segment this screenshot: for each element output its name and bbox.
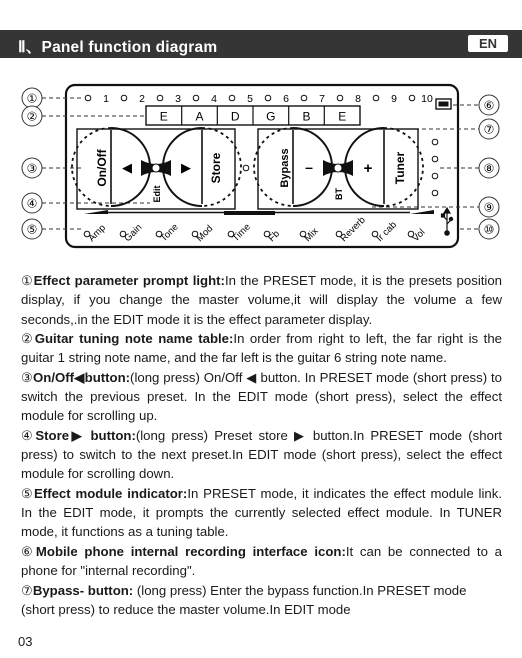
svg-text:Fb: Fb	[266, 228, 282, 245]
section-5: ⑤Effect module indicator:In PRESET mode, it indicates the effect module link. In the EDIT mode, it prompts the currently selected effect module. In TUNER mode, it functions as a tuning table.	[21, 485, 502, 540]
callout-4	[22, 193, 42, 213]
svg-text:3: 3	[175, 93, 181, 105]
svg-text:BT: BT	[334, 188, 344, 200]
svg-text:Reverb: Reverb	[338, 214, 368, 245]
svg-text:D: D	[230, 109, 240, 124]
svg-text:E: E	[159, 109, 168, 124]
svg-text:E: E	[338, 109, 347, 124]
svg-text:Gain: Gain	[122, 222, 145, 245]
svg-text:Store: Store	[209, 152, 223, 184]
note-name-table	[146, 106, 360, 125]
svg-text:Bypass: Bypass	[279, 148, 291, 188]
svg-text:4: 4	[211, 93, 217, 105]
callout-1	[22, 88, 42, 108]
svg-text:④: ④	[26, 196, 38, 211]
svg-text:10: 10	[421, 93, 433, 105]
svg-text:8: 8	[355, 93, 361, 105]
svg-text:⑤: ⑤	[26, 222, 38, 237]
svg-text:⑦: ⑦	[483, 122, 495, 137]
svg-text:②: ②	[26, 109, 38, 124]
section-header	[0, 30, 522, 58]
panel-diagram	[0, 82, 522, 258]
callout-8	[479, 158, 499, 178]
svg-text:A: A	[195, 109, 204, 124]
minus-icon: –	[305, 159, 313, 175]
svg-text:Tuner: Tuner	[393, 151, 407, 185]
svg-text:Mod: Mod	[194, 223, 216, 245]
svg-text:⑨: ⑨	[483, 200, 495, 215]
description-body	[21, 271, 502, 619]
section-2: ②Guitar tuning note name table:In order from right to left, the far right is the guitar 1 string note name, and the far left is the guitar 6 string note name.	[21, 331, 503, 366]
section-title: Ⅱ、Panel function diagram	[18, 39, 218, 56]
callout-5	[22, 219, 42, 239]
callout-10	[479, 219, 499, 239]
svg-text:2: 2	[139, 93, 145, 105]
svg-text:①: ①	[26, 91, 38, 106]
plus-icon: +	[363, 160, 373, 177]
svg-text:Amp: Amp	[86, 222, 108, 245]
svg-text:6: 6	[283, 93, 289, 105]
section-6: ⑥Mobile phone internal recording interface icon:It can be connected to a phone for "internal recording".	[21, 543, 502, 579]
language-badge: EN	[468, 35, 508, 52]
section-1: ①Effect parameter prompt light:In the PRESET mode, it is the presets position display, if you change the master volume,it will display the volume a few seconds,.in the EDIT mode it is the effect parameter display.	[21, 273, 503, 327]
callout-3	[22, 158, 42, 178]
svg-text:B: B	[302, 109, 311, 124]
svg-text:Tone: Tone	[158, 221, 181, 245]
svg-text:⑥: ⑥	[483, 98, 495, 113]
svg-text:⑧: ⑧	[483, 161, 495, 176]
svg-text:5: 5	[247, 93, 253, 105]
section-7: ⑦Bypass- button: (long press) Enter the bypass function.In PRESET mode (short press) to reduce the master volume.In EDIT mode	[21, 582, 467, 617]
callout-2	[22, 106, 42, 126]
left-arrow-icon: ◀	[122, 160, 132, 175]
page-number: 03	[18, 634, 33, 649]
svg-text:G: G	[266, 109, 276, 124]
section-4: ④Store▶ button:(long press) Preset store ▶ button.In PRESET mode (short press) to switch to the next preset.In EDIT mode (short press), select the effect module for scrolling down.	[21, 427, 502, 482]
phone-recording-icon	[436, 99, 451, 109]
svg-text:7: 7	[319, 93, 325, 105]
svg-text:Ir cab: Ir cab	[374, 219, 399, 245]
right-arrow-icon: ▶	[181, 160, 191, 175]
svg-text:On/Off: On/Off	[95, 149, 109, 187]
svg-text:1: 1	[103, 93, 109, 105]
svg-text:Mix: Mix	[302, 225, 321, 245]
svg-text:Edit: Edit	[152, 185, 162, 203]
callout-7	[479, 119, 499, 139]
svg-text:Time: Time	[230, 221, 253, 245]
section-3: ③On/Off◀button:(long press) On/Off ◀ button. In PRESET mode (short press) to switch the previous preset. In the EDIT mode (short press), select the effect module for scrolling up.	[21, 369, 502, 424]
svg-text:③: ③	[26, 161, 38, 176]
svg-text:Vol: Vol	[410, 226, 428, 245]
callout-9	[479, 197, 499, 217]
svg-text:9: 9	[391, 93, 397, 105]
callout-6	[479, 95, 499, 115]
svg-text:⑩: ⑩	[483, 222, 495, 237]
center-led	[243, 165, 249, 171]
